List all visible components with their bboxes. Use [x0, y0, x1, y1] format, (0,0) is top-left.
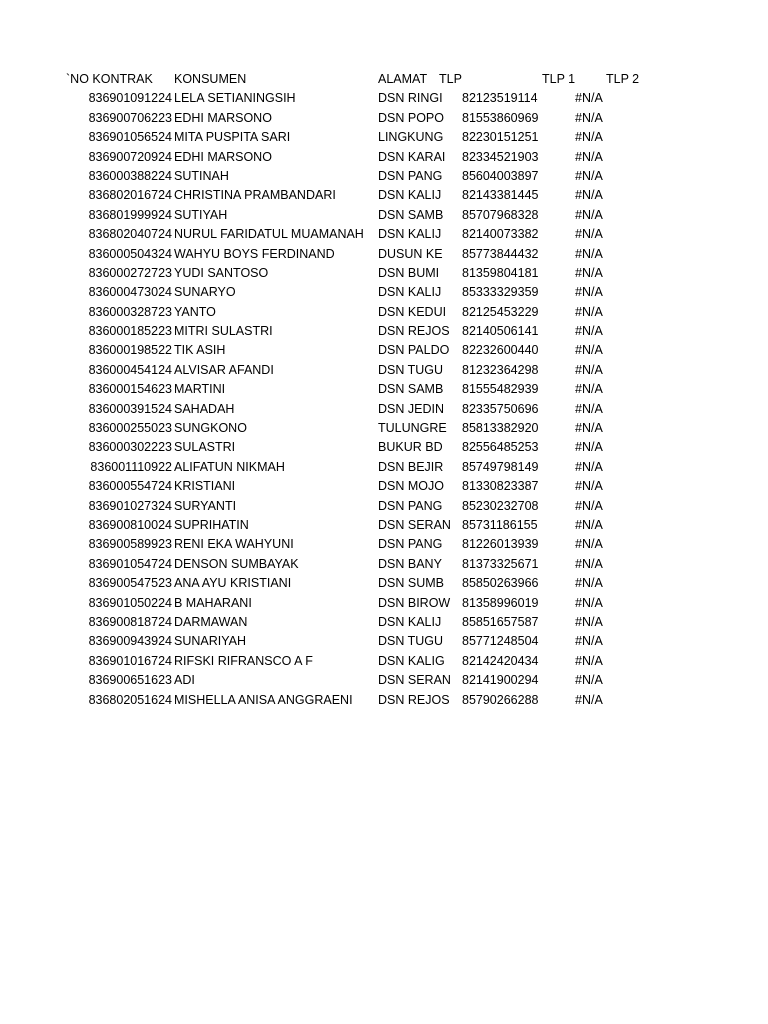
cell-alamat[interactable]: BUKUR BD — [378, 440, 443, 455]
cell-tlp1[interactable]: #N/A — [575, 285, 603, 300]
cell-konsumen[interactable]: MITRI SULASTRI — [174, 324, 273, 339]
cell-tlp1[interactable]: #N/A — [575, 653, 603, 668]
cell-tlp[interactable]: 85731186155 — [462, 517, 538, 532]
cell-alamat[interactable]: DSN JEDIN — [378, 401, 444, 416]
cell-alamat[interactable]: DSN BANY — [378, 556, 442, 571]
cell-konsumen[interactable]: SUPRIHATIN — [174, 517, 249, 532]
cell-konsumen[interactable]: EDHI MARSONO — [174, 149, 272, 164]
cell-konsumen[interactable]: ALVISAR AFANDI — [174, 362, 274, 377]
cell-no-kontrak[interactable]: 836901050224 — [88, 595, 172, 610]
cell-tlp[interactable]: 85813382920 — [462, 421, 539, 436]
cell-tlp1[interactable]: #N/A — [575, 110, 603, 125]
cell-tlp1[interactable]: #N/A — [575, 673, 603, 688]
cell-alamat[interactable]: DSN KALIG — [378, 653, 445, 668]
header-tlp2[interactable]: TLP 2 — [606, 72, 640, 86]
cell-alamat[interactable]: DSN KALIJ — [378, 188, 442, 203]
table-row — [0, 167, 768, 186]
cell-tlp[interactable]: 85707968328 — [462, 207, 539, 222]
cell-alamat[interactable]: DSN KARAI — [378, 149, 446, 164]
cell-tlp[interactable]: 81555482939 — [462, 382, 539, 397]
cell-alamat[interactable]: LINGKUNG — [378, 130, 444, 145]
cell-no-kontrak[interactable]: 836900818724 — [88, 614, 172, 629]
cell-tlp1[interactable]: #N/A — [575, 149, 603, 164]
cell-konsumen[interactable]: SAHADAH — [174, 401, 235, 416]
cell-alamat[interactable]: DSN SAMB — [378, 382, 444, 397]
table-row — [0, 322, 768, 341]
cell-tlp[interactable]: 82142420434 — [462, 653, 539, 668]
cell-tlp1[interactable]: #N/A — [575, 595, 603, 610]
cell-no-kontrak[interactable]: 836000473024 — [88, 285, 172, 300]
table-row — [0, 264, 768, 283]
cell-konsumen[interactable]: ANA AYU KRISTIANI — [174, 576, 292, 591]
cell-tlp1[interactable]: #N/A — [575, 91, 603, 106]
cell-konsumen[interactable]: CHRISTINA PRAMBANDARI — [174, 188, 336, 203]
cell-tlp[interactable]: 81330823387 — [462, 479, 539, 494]
cell-alamat[interactable]: DSN MOJO — [378, 479, 444, 494]
cell-tlp1[interactable]: #N/A — [575, 537, 603, 552]
cell-no-kontrak[interactable]: 836000154623 — [88, 382, 172, 397]
header-konsumen[interactable]: KONSUMEN — [174, 72, 247, 86]
cell-tlp1[interactable]: #N/A — [575, 227, 603, 242]
cell-konsumen[interactable]: TIK ASIH — [174, 343, 226, 358]
cell-tlp[interactable]: 82556485253 — [462, 440, 539, 455]
cell-tlp[interactable]: 82335750696 — [462, 401, 539, 416]
cell-no-kontrak[interactable]: 836001110922 — [90, 459, 172, 474]
cell-tlp1[interactable]: #N/A — [575, 421, 603, 436]
cell-alamat[interactable]: DSN BIROW — [378, 595, 451, 610]
cell-konsumen[interactable]: SUNGKONO — [174, 421, 247, 436]
table-row — [0, 671, 768, 690]
table-row — [0, 652, 768, 671]
cell-tlp[interactable]: 82140506141 — [462, 324, 539, 339]
cell-tlp[interactable]: 85851657587 — [462, 614, 539, 629]
cell-tlp[interactable]: 82140073382 — [462, 227, 539, 242]
cell-alamat[interactable]: DSN SUMB — [378, 576, 444, 591]
cell-alamat[interactable]: DSN PANG — [378, 537, 443, 552]
cell-no-kontrak[interactable]: 836000185223 — [88, 324, 172, 339]
cell-no-kontrak[interactable]: 836000302223 — [88, 440, 172, 455]
cell-konsumen[interactable]: RIFSKI RIFRANSCO A F — [174, 653, 313, 668]
table-row — [0, 148, 768, 167]
cell-konsumen[interactable]: MITA PUSPITA SARI — [174, 130, 291, 145]
cell-konsumen[interactable]: NURUL FARIDATUL MUAMANAH — [174, 227, 364, 242]
cell-no-kontrak[interactable]: 836900810024 — [88, 517, 172, 532]
cell-no-kontrak[interactable]: 836900589923 — [88, 537, 172, 552]
cell-alamat[interactable]: DSN TUGU — [378, 634, 444, 649]
cell-tlp[interactable]: 81359804181 — [462, 265, 539, 280]
cell-konsumen[interactable]: MARTINI — [174, 382, 226, 397]
cell-alamat[interactable]: DSN SERAN — [378, 517, 451, 532]
cell-tlp1[interactable]: #N/A — [575, 207, 603, 222]
cell-no-kontrak[interactable]: 836000554724 — [88, 479, 172, 494]
cell-tlp[interactable]: 85333329359 — [462, 285, 539, 300]
cell-tlp1[interactable]: #N/A — [575, 246, 603, 261]
table-row — [0, 109, 768, 128]
cell-konsumen[interactable]: DENSON SUMBAYAK — [174, 556, 299, 571]
cell-konsumen[interactable]: RENI EKA WAHYUNI — [174, 537, 294, 552]
cell-tlp1[interactable]: #N/A — [575, 265, 603, 280]
cell-no-kontrak[interactable]: 836901016724 — [88, 653, 172, 668]
cell-konsumen[interactable]: SUNARIYAH — [174, 634, 247, 649]
table-row — [0, 691, 768, 710]
table-row — [0, 303, 768, 322]
cell-no-kontrak[interactable]: 836802051624 — [88, 692, 172, 707]
cell-tlp1[interactable]: #N/A — [575, 168, 603, 183]
spreadsheet — [0, 70, 768, 710]
cell-konsumen[interactable]: B MAHARANI — [174, 595, 252, 610]
cell-tlp[interactable]: 85850263966 — [462, 576, 539, 591]
header-no-kontrak[interactable]: `NO KONTRAK — [66, 72, 153, 86]
table-row — [0, 419, 768, 438]
cell-konsumen[interactable]: DARMAWAN — [174, 614, 248, 629]
cell-tlp[interactable]: 81232364298 — [462, 362, 539, 377]
cell-tlp1[interactable]: #N/A — [575, 459, 603, 474]
table-row — [0, 361, 768, 380]
cell-alamat[interactable]: DSN PANG — [378, 498, 443, 513]
cell-tlp1[interactable]: #N/A — [575, 343, 603, 358]
cell-no-kontrak[interactable]: 836802016724 — [88, 188, 172, 203]
cell-tlp1[interactable]: #N/A — [575, 614, 603, 629]
cell-tlp1[interactable]: #N/A — [575, 692, 603, 707]
cell-konsumen[interactable]: YUDI SANTOSO — [174, 265, 269, 280]
cell-tlp1[interactable]: #N/A — [575, 362, 603, 377]
cell-tlp1[interactable]: #N/A — [575, 130, 603, 145]
cell-tlp[interactable]: 85230232708 — [462, 498, 539, 513]
cell-alamat[interactable]: DSN KEDUI — [378, 304, 447, 319]
cell-no-kontrak[interactable]: 836901091224 — [88, 91, 172, 106]
table-body — [0, 89, 768, 710]
header-tlp[interactable]: TLP — [439, 72, 462, 86]
table-row — [0, 613, 768, 632]
cell-alamat[interactable]: DSN KALIJ — [378, 285, 442, 300]
cell-tlp1[interactable]: #N/A — [575, 498, 603, 513]
cell-no-kontrak[interactable]: 836801999924 — [88, 207, 172, 222]
cell-alamat[interactable]: DSN BEJIR — [378, 459, 444, 474]
cell-konsumen[interactable]: SUNARYO — [174, 285, 236, 300]
cell-no-kontrak[interactable]: 836000255023 — [88, 421, 172, 436]
cell-no-kontrak[interactable]: 836901054724 — [88, 556, 172, 571]
table-row — [0, 574, 768, 593]
header-alamat[interactable]: ALAMAT — [378, 72, 428, 86]
table-row — [0, 632, 768, 651]
cell-tlp1[interactable]: #N/A — [575, 304, 603, 319]
table-row — [0, 458, 768, 477]
cell-tlp1[interactable]: #N/A — [575, 479, 603, 494]
cell-no-kontrak[interactable]: 836000388224 — [88, 168, 172, 183]
table-row — [0, 206, 768, 225]
cell-tlp1[interactable]: #N/A — [575, 634, 603, 649]
cell-tlp1[interactable]: #N/A — [575, 556, 603, 571]
cell-konsumen[interactable]: ALIFATUN NIKMAH — [174, 459, 285, 474]
table-row — [0, 245, 768, 264]
cell-tlp[interactable]: 81553860969 — [462, 110, 539, 125]
cell-konsumen[interactable]: SULASTRI — [174, 440, 236, 455]
cell-tlp[interactable]: 82141900294 — [462, 673, 539, 688]
cell-no-kontrak[interactable]: 836000328723 — [88, 304, 172, 319]
cell-tlp1[interactable]: #N/A — [575, 324, 603, 339]
table-row — [0, 438, 768, 457]
cell-no-kontrak[interactable]: 836000198522 — [88, 343, 172, 358]
header-tlp1[interactable]: TLP 1 — [542, 72, 576, 86]
table-row — [0, 555, 768, 574]
cell-no-kontrak[interactable]: 836000454124 — [88, 362, 172, 377]
cell-no-kontrak[interactable]: 836901027324 — [88, 498, 172, 513]
cell-alamat[interactable]: DSN RINGI — [378, 91, 443, 106]
cell-tlp1[interactable]: #N/A — [575, 188, 603, 203]
table-row — [0, 594, 768, 613]
cell-alamat[interactable]: DSN REJOS — [378, 692, 450, 707]
cell-alamat[interactable]: DSN PANG — [378, 168, 443, 183]
cell-no-kontrak[interactable]: 836000272723 — [88, 265, 172, 280]
cell-no-kontrak[interactable]: 836900720924 — [88, 149, 172, 164]
cell-alamat[interactable]: DSN PALDO — [378, 343, 450, 358]
cell-konsumen[interactable]: MISHELLA ANISA ANGGRAENI — [174, 692, 353, 707]
cell-tlp[interactable]: 82230151251 — [462, 130, 539, 145]
cell-no-kontrak[interactable]: 836900943924 — [88, 634, 172, 649]
cell-no-kontrak[interactable]: 836900651623 — [88, 673, 172, 688]
cell-no-kontrak[interactable]: 836000504324 — [88, 246, 172, 261]
table-row — [0, 89, 768, 108]
cell-tlp[interactable]: 82232600440 — [462, 343, 539, 358]
cell-konsumen[interactable]: YANTO — [174, 304, 216, 319]
cell-tlp1[interactable]: #N/A — [575, 440, 603, 455]
cell-alamat[interactable]: DSN BUMI — [378, 265, 440, 280]
cell-tlp[interactable]: 81358996019 — [462, 595, 539, 610]
cell-tlp[interactable]: 85604003897 — [462, 168, 539, 183]
cell-tlp1[interactable]: #N/A — [575, 517, 603, 532]
cell-no-kontrak[interactable]: 836802040724 — [88, 227, 172, 242]
table-row — [0, 516, 768, 535]
cell-tlp[interactable]: 82143381445 — [462, 188, 539, 203]
cell-tlp[interactable]: 81373325671 — [462, 556, 539, 571]
cell-no-kontrak[interactable]: 836900547523 — [88, 576, 172, 591]
cell-alamat[interactable]: DSN SAMB — [378, 207, 444, 222]
cell-tlp[interactable]: 85749798149 — [462, 459, 539, 474]
cell-konsumen[interactable]: SURYANTI — [174, 498, 237, 513]
table-row — [0, 477, 768, 496]
cell-konsumen[interactable]: SUTIYAH — [174, 207, 228, 222]
cell-tlp[interactable]: 85773844432 — [462, 246, 539, 261]
cell-alamat[interactable]: DSN SERAN — [378, 673, 451, 688]
cell-konsumen[interactable]: ADI — [174, 673, 195, 688]
cell-tlp[interactable]: 85771248504 — [462, 634, 539, 649]
cell-konsumen[interactable]: EDHI MARSONO — [174, 110, 272, 125]
cell-no-kontrak[interactable]: 836901056524 — [88, 130, 172, 145]
cell-alamat[interactable]: DSN POPO — [378, 110, 444, 125]
cell-alamat[interactable]: DSN TUGU — [378, 362, 444, 377]
cell-alamat[interactable]: DSN KALIJ — [378, 227, 442, 242]
table-row — [0, 497, 768, 516]
cell-konsumen[interactable]: SUTINAH — [174, 168, 229, 183]
table-row — [0, 283, 768, 302]
cell-konsumen[interactable]: LELA SETIANINGSIH — [174, 91, 296, 106]
cell-konsumen[interactable]: WAHYU BOYS FERDINAND — [174, 246, 335, 261]
cell-tlp[interactable]: 85790266288 — [462, 692, 539, 707]
cell-alamat[interactable]: DUSUN KE — [378, 246, 443, 261]
cell-tlp1[interactable]: #N/A — [575, 401, 603, 416]
cell-tlp[interactable]: 81226013939 — [462, 537, 539, 552]
cell-konsumen[interactable]: KRISTIANI — [174, 479, 236, 494]
cell-tlp[interactable]: 82334521903 — [462, 149, 539, 164]
cell-alamat[interactable]: TULUNGRE — [378, 421, 447, 436]
table-row — [0, 535, 768, 554]
table-row — [0, 186, 768, 205]
table-row — [0, 380, 768, 399]
table-row — [0, 225, 768, 244]
header-row — [0, 70, 768, 89]
cell-no-kontrak[interactable]: 836900706223 — [88, 110, 172, 125]
cell-no-kontrak[interactable]: 836000391524 — [88, 401, 172, 416]
cell-tlp[interactable]: 82123519114 — [462, 91, 538, 106]
cell-tlp1[interactable]: #N/A — [575, 576, 603, 591]
cell-alamat[interactable]: DSN REJOS — [378, 324, 450, 339]
table-row — [0, 400, 768, 419]
cell-tlp1[interactable]: #N/A — [575, 382, 603, 397]
table-row — [0, 341, 768, 360]
cell-tlp[interactable]: 82125453229 — [462, 304, 539, 319]
table-row — [0, 128, 768, 147]
cell-alamat[interactable]: DSN KALIJ — [378, 614, 442, 629]
